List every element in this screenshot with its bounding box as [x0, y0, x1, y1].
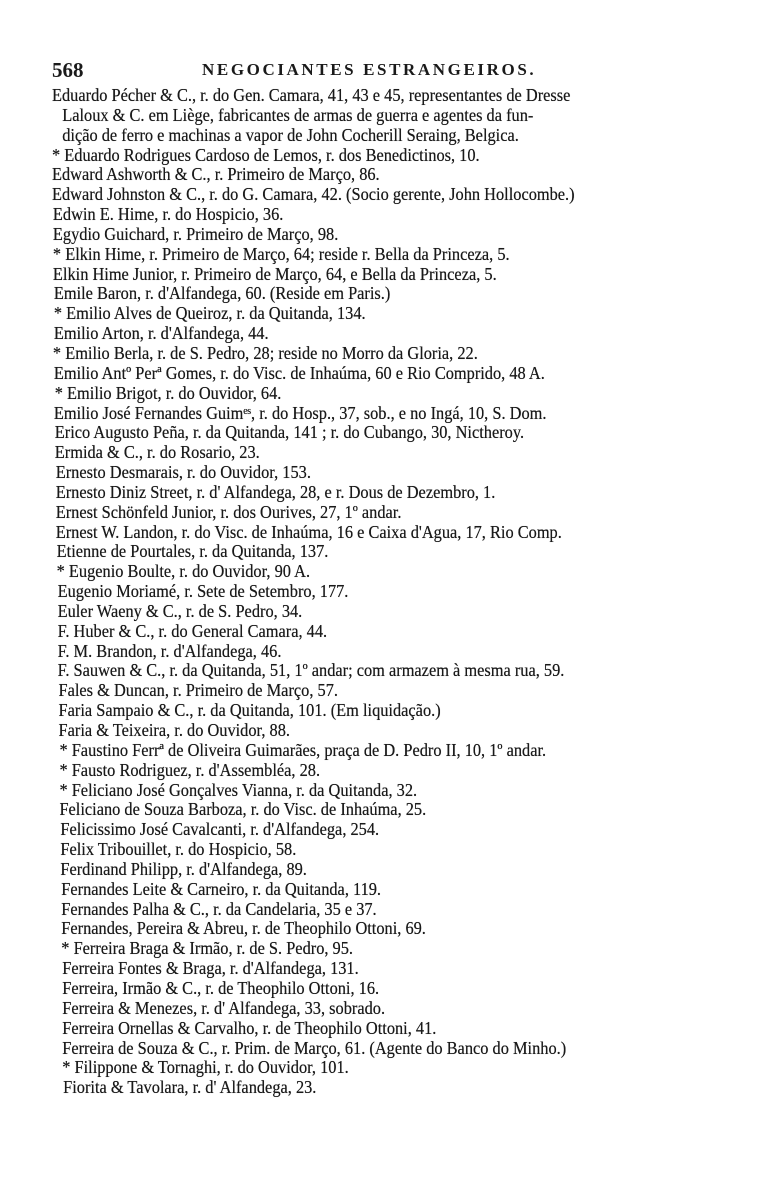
directory-entry: Ferdinand Philipp, r. d'Alfandega, 89.	[60, 858, 307, 879]
directory-entry: * Emilio Brigot, r. do Ouvidor, 64.	[54, 382, 282, 403]
directory-entry: Ferreira de Souza & C., r. Prim. de Março, 61. (Agente do Banco do Minho.)	[62, 1037, 567, 1058]
directory-entry: Fernandes, Pereira & Abreu, r. de Theophilo Ottoni, 69.	[61, 918, 426, 939]
directory-entry: * Eduardo Rodrigues Cardoso de Lemos, r. dos Benedictinos, 10.	[52, 144, 480, 165]
directory-entry: Fernandes Palha & C., r. da Candelaria, 35 e 37.	[61, 898, 377, 919]
directory-entry: Feliciano de Souza Barboza, r. do Visc. de Inhaúma, 25.	[59, 799, 427, 820]
directory-entry: Edward Ashworth & C., r. Primeiro de Março, 86.	[52, 164, 380, 185]
directory-entry: Felix Tribouillet, r. do Hospicio, 58.	[60, 839, 297, 860]
directory-entry: * Faustino Ferrª de Oliveira Guimarães, praça de D. Pedro II, 10, 1º andar.	[59, 739, 547, 760]
directory-entry: Ernest Schönfeld Junior, r. dos Ourives, 27, 1º andar.	[55, 501, 402, 522]
directory-entry: Ernesto Desmarais, r. do Ouvidor, 153.	[55, 462, 311, 483]
directory-entry: Elkin Hime Junior, r. Primeiro de Março, 64, e Bella da Princeza, 5.	[52, 263, 497, 284]
directory-entry: * Ferreira Braga & Irmão, r. de S. Pedro, 95.	[61, 938, 354, 959]
directory-entry: Ferreira Fontes & Braga, r. d'Alfandega, 131.	[62, 958, 359, 979]
directory-entry: Fales & Duncan, r. Primeiro de Março, 57.	[58, 680, 338, 701]
directory-entries	[52, 86, 722, 1098]
directory-entry: Egydio Guichard, r. Primeiro de Março, 98.	[52, 223, 339, 244]
directory-entry: * Emilio Berla, r. de S. Pedro, 28; reside no Morro da Gloria, 22.	[52, 342, 478, 363]
directory-entry: Ernesto Diniz Street, r. d' Alfandega, 28, e r. Dous de Dezembro, 1.	[55, 481, 496, 502]
directory-entry: Ferreira, Irmão & C., r. de Theophilo Ottoni, 16.	[62, 977, 380, 998]
directory-entry: Eugenio Moriamé, r. Sete de Setembro, 177.	[57, 581, 349, 602]
directory-entry: Faria & Teixeira, r. do Ouvidor, 88.	[58, 720, 290, 740]
directory-entry: * Emilio Alves de Queiroz, r. da Quitanda, 134.	[53, 303, 366, 324]
directory-entry: Fernandes Leite & Carneiro, r. da Quitanda, 119.	[61, 878, 382, 899]
directory-entry: F. Huber & C., r. do General Camara, 44.	[57, 620, 328, 641]
page-number: 568	[52, 58, 84, 82]
directory-entry: Edwin E. Hime, r. do Hospicio, 36.	[52, 204, 284, 225]
directory-entry: * Feliciano José Gonçalves Vianna, r. da Quitanda, 32.	[59, 779, 418, 800]
directory-entry: Ermida & C., r. do Rosario, 23.	[54, 442, 260, 463]
directory-entry: Ernest W. Landon, r. do Visc. de Inhaúma, 16 e Caixa d'Agua, 17, Rio Comp.	[55, 521, 562, 542]
directory-entry: * Eugenio Boulte, r. do Ouvidor, 90 A.	[56, 561, 311, 582]
directory-entry: * Elkin Hime, r. Primeiro de Março, 64; reside r. Bella da Princeza, 5.	[52, 243, 510, 264]
directory-entry: Emilio Arton, r. d'Alfandega, 44.	[53, 323, 269, 344]
directory-entry: Faria Sampaio & C., r. da Quitanda, 101. (Em liquidação.)	[58, 700, 441, 721]
page-header	[52, 58, 712, 84]
directory-entry: Euler Waeny & C., r. de S. Pedro, 34.	[57, 600, 303, 621]
directory-entry: Fiorita & Tavolara, r. d' Alfandega, 23.	[63, 1077, 317, 1098]
directory-entry: Erico Augusto Peña, r. da Quitanda, 141 ; r. do Cubango, 30, Nictheroy.	[54, 422, 525, 443]
directory-entry: Emilio Antº Perª Gomes, r. do Visc. de Inhaúma, 60 e Rio Comprido, 48 A.	[53, 362, 545, 383]
directory-entry: Felicissimo José Cavalcanti, r. d'Alfandega, 254.	[60, 819, 380, 840]
directory-entry: Emilio José Fernandes Guimᵉˢ, r. do Hosp., 37, sob., e no Ingá, 10, S. Dom.	[53, 402, 547, 423]
directory-entry: * Filippone & Tornaghi, r. do Ouvidor, 101.	[62, 1057, 349, 1078]
directory-entry: Ferreira & Menezes, r. d' Alfandega, 33, sobrado.	[62, 997, 386, 1018]
directory-entry: Etienne de Pourtales, r. da Quitanda, 137.	[56, 541, 329, 562]
directory-entry: * Fausto Rodriguez, r. d'Assembléa, 28.	[59, 759, 321, 780]
directory-entry: dição de ferro e machinas a vapor de John Cocherill Seraing, Belgica.	[62, 124, 519, 145]
directory-entry: Ferreira Ornellas & Carvalho, r. de Theophilo Ottoni, 41.	[62, 1017, 437, 1038]
directory-entry: F. M. Brandon, r. d'Alfandega, 46.	[57, 640, 282, 661]
directory-entry: Emile Baron, r. d'Alfandega, 60. (Reside em Paris.)	[53, 283, 391, 304]
directory-entry: Laloux & C. em Liège, fabricantes de armas de guerra e agentes da fun-	[62, 104, 534, 125]
page-title: NEGOCIANTES ESTRANGEIROS.	[202, 60, 537, 79]
directory-entry: F. Sauwen & C., r. da Quitanda, 51, 1º andar; com armazem à mesma rua, 59.	[57, 660, 565, 681]
directory-entry: Eduardo Pécher & C., r. do Gen. Camara, 41, 43 e 45, representantes de Dresse	[52, 85, 571, 105]
directory-entry: Edward Johnston & C., r. do G. Camara, 42. (Socio gerente, John Hollocombe.)	[52, 184, 575, 205]
